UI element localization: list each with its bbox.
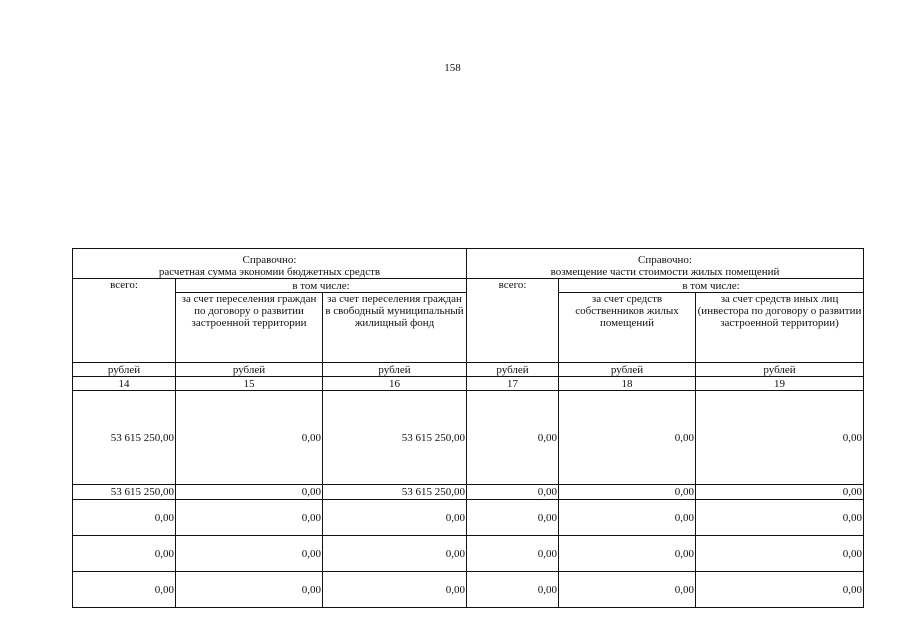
right-including-label: в том числе: — [559, 279, 864, 293]
table-row — [73, 485, 864, 500]
value-cell: 0,00 — [176, 572, 323, 608]
value-cell: 0,00 — [73, 572, 176, 608]
value-cell: 0,00 — [559, 536, 696, 572]
value-cell: 0,00 — [696, 391, 864, 485]
table-row — [73, 500, 864, 536]
column-number: 16 — [323, 377, 467, 391]
col16-label: за счет переселения граждан в свободный муниципальный жилищный фонд — [323, 293, 467, 363]
unit-cell: рублей — [323, 363, 467, 377]
col18-label: за счет средств собственников жилых помещений — [559, 293, 696, 363]
value-cell: 0,00 — [176, 485, 323, 500]
right-group-header — [467, 249, 864, 279]
value-cell: 0,00 — [467, 485, 559, 500]
left-group-subtitle: расчетная сумма экономии бюджетных средств — [158, 266, 381, 278]
column-number-row — [73, 377, 864, 391]
value-cell: 0,00 — [323, 572, 467, 608]
column-number: 17 — [467, 377, 559, 391]
col17-total-label: всего: — [467, 279, 559, 363]
unit-cell: рублей — [176, 363, 323, 377]
value-cell: 0,00 — [467, 500, 559, 536]
col14-total-label: всего: — [73, 279, 176, 363]
value-cell: 53 615 250,00 — [73, 391, 176, 485]
column-number: 15 — [176, 377, 323, 391]
table-row — [73, 391, 864, 485]
unit-cell: рублей — [696, 363, 864, 377]
value-cell: 53 615 250,00 — [323, 485, 467, 500]
table-row — [73, 572, 864, 608]
column-number: 18 — [559, 377, 696, 391]
col19-label: за счет средств иных лиц (инвестора по договору о развитии застроенной территории) — [696, 293, 864, 363]
col15-label: за счет переселения граждан по договору о развитии застроенной территории — [176, 293, 323, 363]
value-cell: 0,00 — [323, 536, 467, 572]
value-cell: 0,00 — [467, 391, 559, 485]
left-group-header — [73, 249, 467, 279]
value-cell: 0,00 — [696, 572, 864, 608]
value-cell: 0,00 — [559, 572, 696, 608]
group-header-row — [73, 249, 864, 279]
column-number: 19 — [696, 377, 864, 391]
value-cell: 0,00 — [696, 485, 864, 500]
value-cell: 0,00 — [467, 536, 559, 572]
left-group-title: Справочно: — [242, 254, 297, 266]
value-cell: 0,00 — [323, 500, 467, 536]
left-including-label: в том числе: — [176, 279, 467, 293]
page-number: 158 — [444, 62, 461, 74]
value-cell: 0,00 — [73, 536, 176, 572]
units-row — [73, 363, 864, 377]
value-cell: 0,00 — [467, 572, 559, 608]
value-cell: 0,00 — [73, 500, 176, 536]
value-cell: 0,00 — [559, 485, 696, 500]
value-cell: 0,00 — [176, 500, 323, 536]
budget-savings-table — [72, 248, 864, 608]
value-cell: 0,00 — [176, 391, 323, 485]
unit-cell: рублей — [559, 363, 696, 377]
value-cell: 0,00 — [559, 391, 696, 485]
table-row — [73, 536, 864, 572]
value-cell: 53 615 250,00 — [323, 391, 467, 485]
subheader-row — [73, 279, 864, 293]
value-cell: 0,00 — [696, 500, 864, 536]
unit-cell: рублей — [73, 363, 176, 377]
value-cell: 0,00 — [176, 536, 323, 572]
right-group-title: Справочно: — [638, 254, 692, 266]
value-cell: 0,00 — [559, 500, 696, 536]
value-cell: 53 615 250,00 — [73, 485, 176, 500]
unit-cell: рублей — [467, 363, 559, 377]
column-number: 14 — [73, 377, 176, 391]
value-cell: 0,00 — [696, 536, 864, 572]
right-group-subtitle: возмещение части стоимости жилых помещений — [550, 266, 780, 278]
